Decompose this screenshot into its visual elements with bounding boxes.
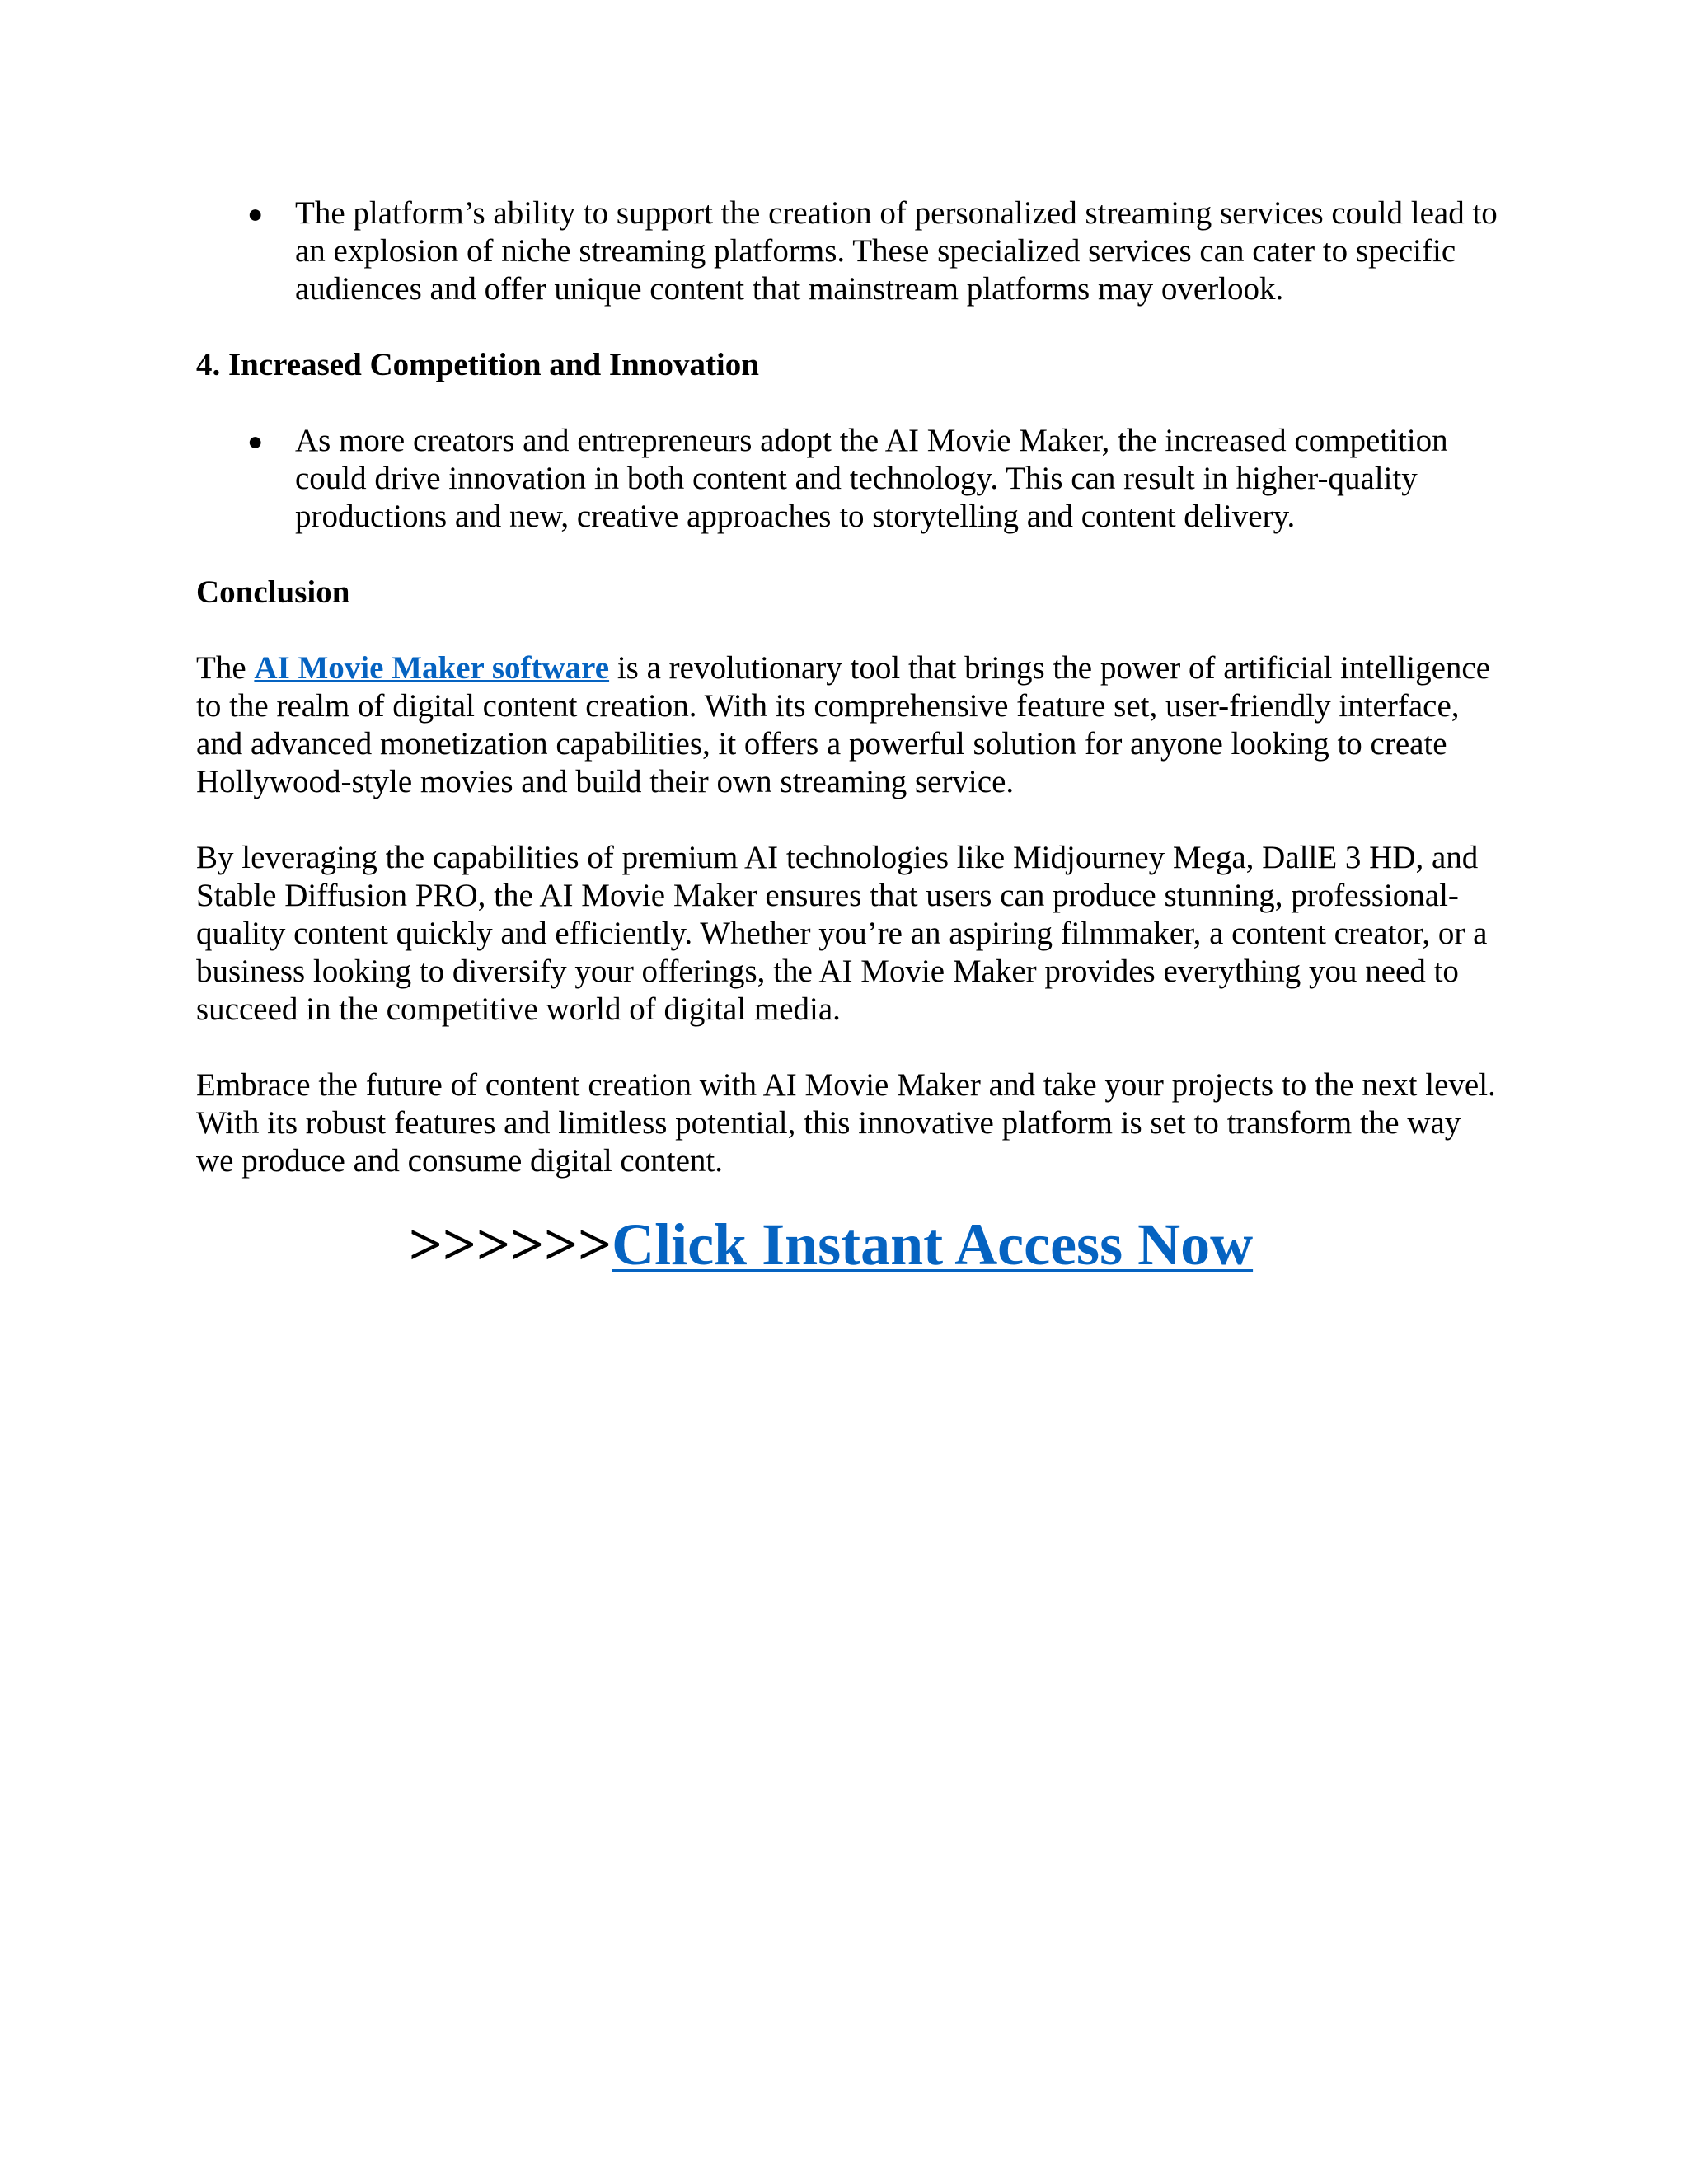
bullet-text: The platform’s ability to support the creation of personalized streaming services could lead to an explosion of niche streaming platforms. These specialized services can cater to specific audiences and offer unique content that mainstream platforms may overlook. (295, 195, 1498, 307)
document-page (196, 194, 1498, 1279)
conclusion-paragraph-2: By leveraging the capabilities of premium AI technologies like Midjourney Mega, DallE 3 HD, and Stable Diffusion PRO, the AI Movie Maker ensures that users can produce stunning, professional-quality content quickly and efficiently. Whether you’re an aspiring filmmaker, a content creator, or a business looking to diversify your offerings, the AI Movie Maker provides everything you need to succeed in the competitive world of digital media. (196, 840, 1488, 1027)
list-item (196, 422, 1498, 536)
bullet-list-section3 (196, 194, 1498, 308)
instant-access-link[interactable]: Click Instant Access Now (612, 1212, 1254, 1277)
section-heading: 4. Increased Competition and Innovation (196, 347, 759, 382)
bullet-icon: ● (247, 426, 264, 456)
ai-movie-maker-link[interactable]: AI Movie Maker software (254, 650, 610, 686)
call-to-action (163, 1210, 1498, 1279)
cta-arrows: >>>>>> (408, 1212, 612, 1277)
bullet-list-section4 (196, 422, 1498, 536)
list-item (196, 194, 1498, 308)
conclusion-heading: Conclusion (196, 574, 350, 610)
bullet-icon: ● (247, 199, 264, 228)
paragraph-text: is a revolutionary tool that brings the power of artificial intelligence to the realm of digital content creation. With its comprehensive feature set, user-friendly interface, and advanced monetization capabilities, it offers a powerful solution for anyone looking to create Hollywood-style movies and build their own streaming service. (196, 650, 1491, 799)
paragraph-text: The (196, 650, 255, 686)
conclusion-paragraph-1 (196, 649, 1498, 801)
bullet-text: As more creators and entrepreneurs adopt the AI Movie Maker, the increased competition could drive innovation in both content and technology. This can result in higher-quality productions and new, creative approaches to storytelling and content delivery. (295, 423, 1448, 534)
conclusion-paragraph-3: Embrace the future of content creation with AI Movie Maker and take your projects to the next level. With its robust features and limitless potential, this innovative platform is set to transform the way we produce and consume digital content. (196, 1067, 1496, 1179)
